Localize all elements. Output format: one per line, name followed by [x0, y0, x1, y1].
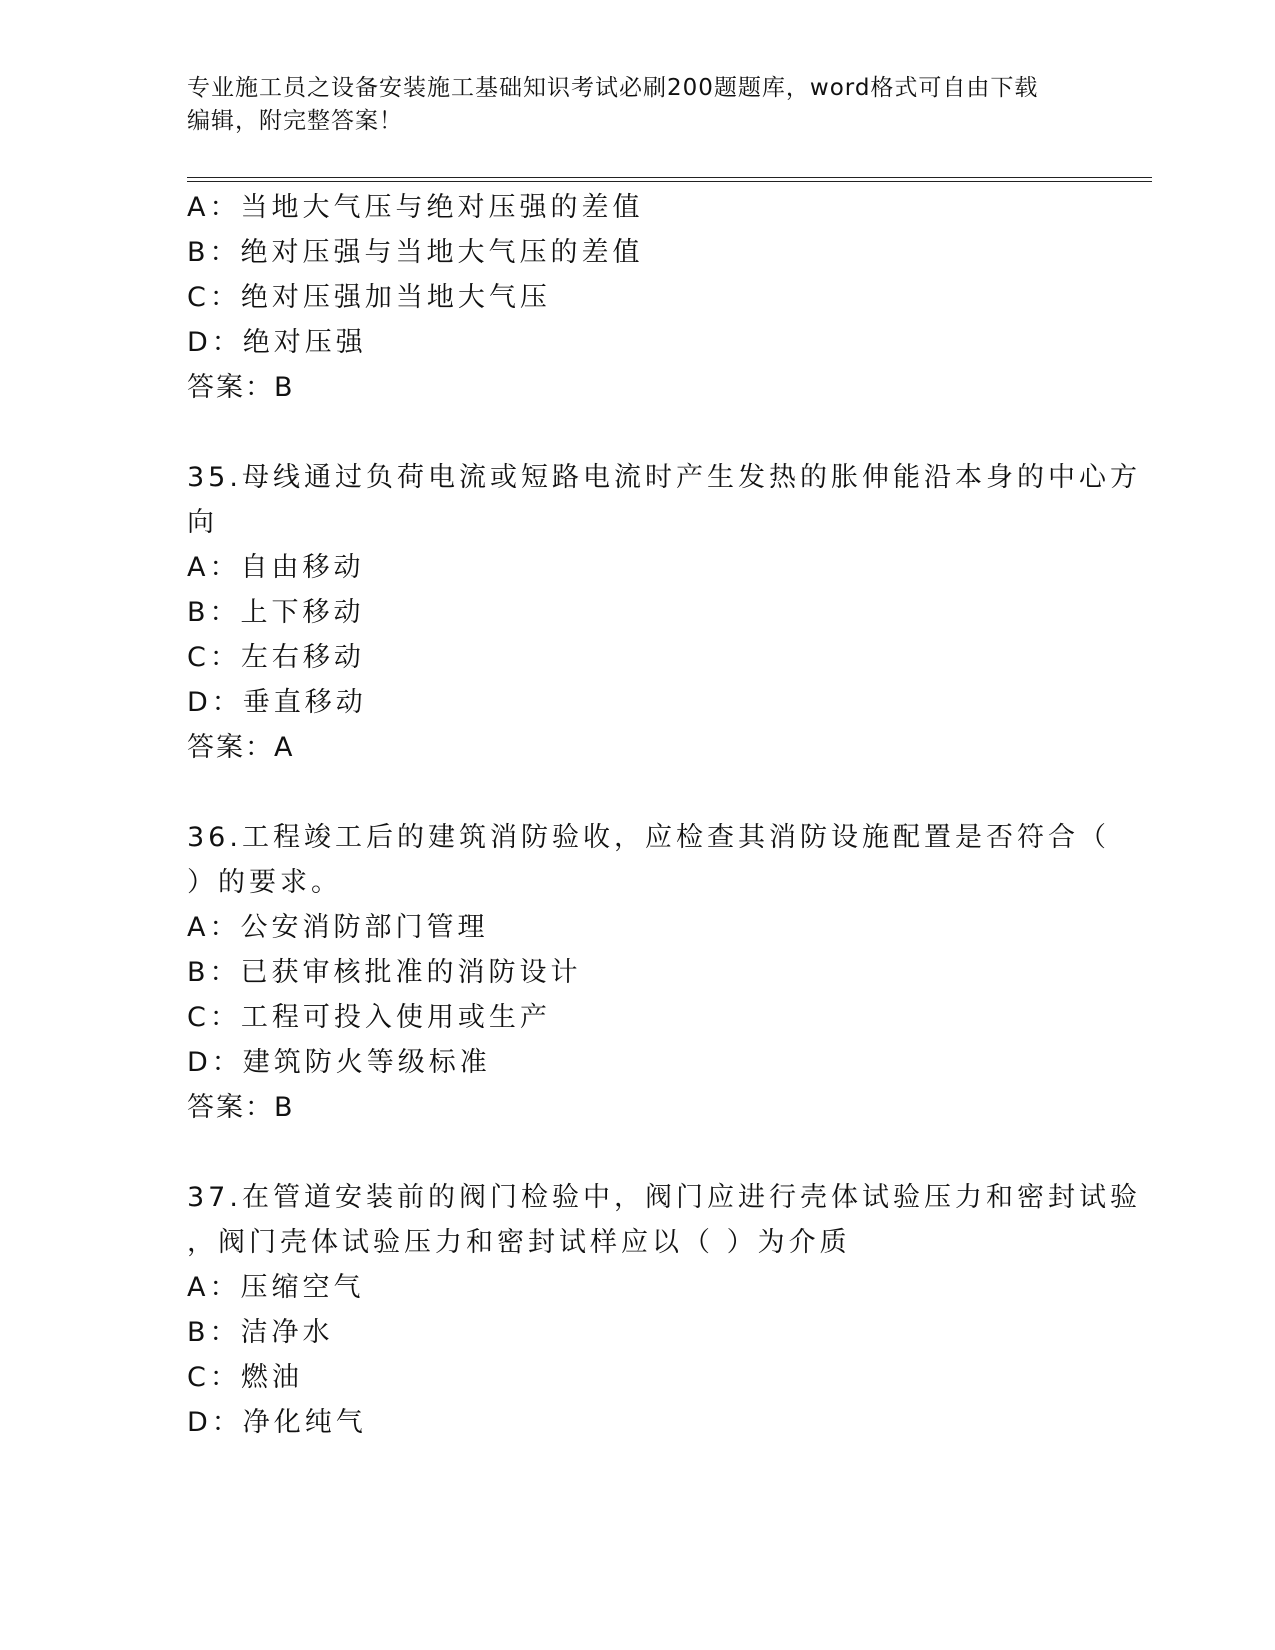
- header-divider-bottom: [187, 181, 1152, 182]
- q35-answer: 答案：A: [187, 732, 295, 763]
- q36-option-b: B：已获审核批准的消防设计: [187, 957, 582, 988]
- q35-option-c: C：左右移动: [187, 642, 365, 673]
- q34-option-c: C：绝对压强加当地大气压: [187, 282, 551, 313]
- q35-stem-line-1: 35.母线通过负荷电流或短路电流时产生发热的胀伸能沿本身的中心方: [187, 462, 1141, 493]
- q36-stem-line-2: ）的要求。: [187, 867, 342, 898]
- q36-answer: 答案：B: [187, 1092, 295, 1123]
- q37-option-d: D：净化纯气: [187, 1407, 367, 1438]
- q37-stem-line-1: 37.在管道安装前的阀门检验中，阀门应进行壳体试验压力和密封试验: [187, 1182, 1141, 1213]
- q37-option-a: A：压缩空气: [187, 1272, 365, 1303]
- header-line-2: 编辑，附完整答案！: [187, 108, 403, 134]
- header-line-1: 专业施工员之设备安装施工基础知识考试必刷200题题库，word格式可自由下载: [187, 75, 1039, 101]
- q34-answer: 答案：B: [187, 372, 295, 403]
- q35-option-d: D：垂直移动: [187, 687, 367, 718]
- q35-option-a: A：自由移动: [187, 552, 365, 583]
- q34-option-d: D：绝对压强: [187, 327, 367, 358]
- q37-option-b: B：洁净水: [187, 1317, 334, 1348]
- q36-option-a: A：公安消防部门管理: [187, 912, 489, 943]
- document-header: [187, 72, 1067, 138]
- q37-option-c: C：燃油: [187, 1362, 303, 1393]
- q36-stem-line-1: 36.工程竣工后的建筑消防验收，应检查其消防设施配置是否符合（: [187, 822, 1110, 853]
- q36-option-c: C：工程可投入使用或生产: [187, 1002, 551, 1033]
- q34-option-a: A：当地大气压与绝对压强的差值: [187, 192, 644, 223]
- q36-option-d: D：建筑防火等级标准: [187, 1047, 491, 1078]
- q35-option-b: B：上下移动: [187, 597, 365, 628]
- q37-stem-line-2: ，阀门壳体试验压力和密封试样应以（ ）为介质: [187, 1227, 851, 1258]
- q35-stem-line-2: 向: [187, 507, 218, 538]
- header-divider-top: [187, 177, 1152, 178]
- q34-option-b: B：绝对压强与当地大气压的差值: [187, 237, 644, 268]
